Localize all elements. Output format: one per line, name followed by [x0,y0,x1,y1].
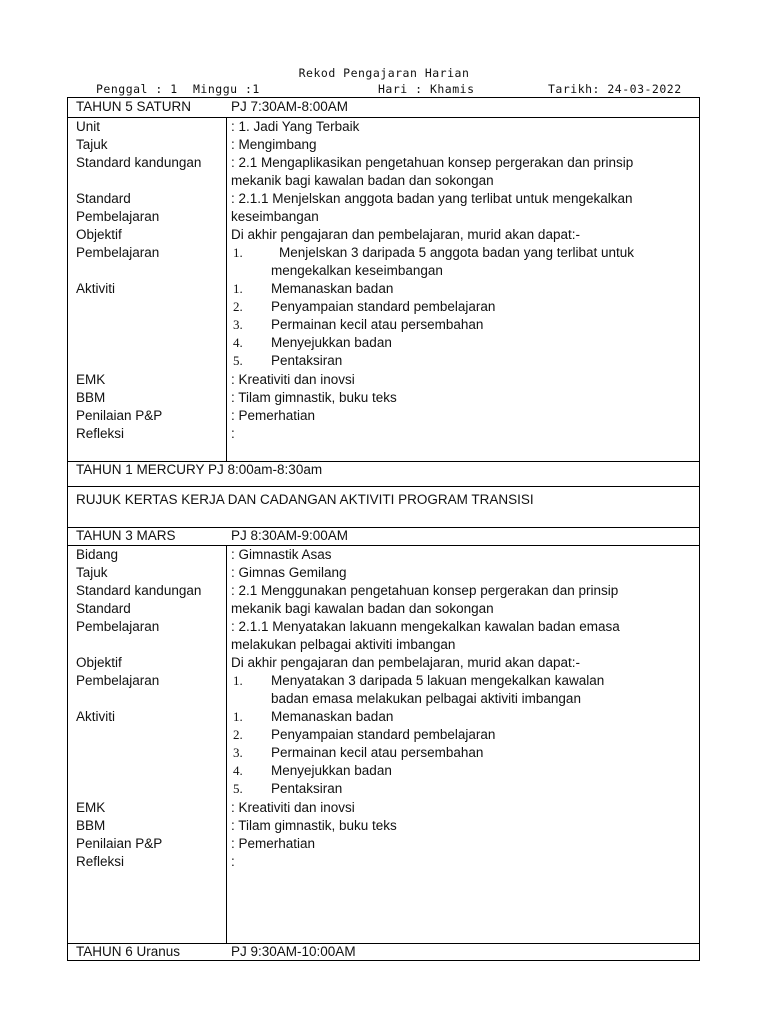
bbm-value: : Tilam gimnastik, buku teks [231,390,397,405]
objektif-line1: Menjelskan 3 daripada 5 anggota badan yang terlibat untuk [279,245,635,260]
activity-number: 5. [233,781,243,796]
bidang-value: : Gimnastik Asas [231,547,332,562]
class-time: PJ 7:30AM-8:00AM [231,99,349,114]
document-title: Rekod Pengajaran Harian [298,66,470,80]
column-divider [226,545,227,943]
transition-note: RUJUK KERTAS KERJA DAN CADANGAN AKTIVITI PROGRAM TRANSISI [76,492,534,507]
label-emk: EMK [76,800,106,815]
label-objektif: Objektif [76,227,122,242]
refleksi-value: : [231,854,235,869]
activity-item: Memanaskan badan [271,281,394,296]
standard-pembelajaran-line1: : 2.1.1 Menyatakan lakuann mengekalkan kawalan badan emasa [231,619,620,634]
label-penilaian: Penilaian P&P [76,836,163,851]
activity-number: 3. [233,317,243,332]
activity-item: Penyampaian standard pembelajaran [271,727,496,742]
label-unit: Unit [76,119,101,134]
label-bbm: BBM [76,390,106,405]
label-pembelajaran: Pembelajaran [76,245,160,260]
hari-label: Hari : Khamis [378,82,475,96]
standard-pembelajaran-line2: keseimbangan [231,209,319,224]
objektif-line1: Menyatakan 3 daripada 5 lakuan mengekalkan kawalan [271,673,605,688]
activity-number: 2. [233,727,243,742]
activity-item: Pentaksiran [271,353,343,368]
objektif-number: 1. [233,673,243,688]
label-pembelajaran: Pembelajaran [76,619,160,634]
objektif-intro: Di akhir pengajaran dan pembelajaran, murid akan dapat:- [231,227,580,242]
bbm-value: : Tilam gimnastik, buku teks [231,818,397,833]
standard-kandungan-line1: : 2.1 Menggunakan pengetahuan konsep pergerakan dan prinsip [231,583,619,598]
penilaian-value: : Pemerhatian [231,836,316,851]
class-name: TAHUN 5 SATURN [76,99,192,114]
label-standard-kandungan: Standard kandungan [76,583,202,598]
standard-kandungan-line2: mekanik bagi kawalan badan dan sokongan [231,173,494,188]
activity-item: Menyejukkan badan [271,335,392,350]
activity-item: Permainan kecil atau persembahan [271,317,484,332]
label-refleksi: Refleksi [76,854,125,869]
objektif-line2: badan emasa melakukan pelbagai aktiviti imbangan [271,691,581,706]
activity-item: Pentaksiran [271,781,343,796]
label-penilaian: Penilaian P&P [76,408,163,423]
lesson-record-table [67,97,700,961]
standard-kandungan-line2: mekanik bagi kawalan badan dan sokongan [231,601,494,616]
label-aktiviti: Aktiviti [76,281,116,296]
refleksi-value: : [231,426,235,441]
penggal-label: Penggal : 1 [96,82,178,96]
objektif-line2: mengekalkan keseimbangan [271,263,443,278]
activity-item: Penyampaian standard pembelajaran [271,299,496,314]
tajuk-value: : Mengimbang [231,137,317,152]
activity-number: 4. [233,763,243,778]
unit-value: : 1. Jadi Yang Terbaik [231,119,360,134]
emk-value: : Kreativiti dan inovsi [231,800,355,815]
label-pembelajaran: Pembelajaran [76,673,160,688]
activity-item: Menyejukkan badan [271,763,392,778]
standard-kandungan-line1: : 2.1 Mengaplikasikan pengetahuan konsep pergerakan dan prinsip [231,155,634,170]
activity-item: Memanaskan badan [271,709,394,724]
label-standard: Standard [76,191,131,206]
activity-number: 3. [233,745,243,760]
label-refleksi: Refleksi [76,426,125,441]
label-tajuk: Tajuk [76,137,108,152]
tajuk-value: : Gimnas Gemilang [231,565,347,580]
row-divider [68,545,699,546]
activity-number: 1. [233,709,243,724]
label-aktiviti: Aktiviti [76,709,116,724]
activity-item: Permainan kecil atau persembahan [271,745,484,760]
objektif-intro: Di akhir pengajaran dan pembelajaran, murid akan dapat:- [231,655,580,670]
standard-pembelajaran-line2: melakukan pelbagai aktiviti imbangan [231,637,456,652]
label-bbm: BBM [76,818,106,833]
label-standard-kandungan: Standard kandungan [76,155,202,170]
label-bidang: Bidang [76,547,119,562]
class-header: TAHUN 1 MERCURY PJ 8:00am-8:30am [76,462,323,477]
label-tajuk: Tajuk [76,565,108,580]
activity-number: 2. [233,299,243,314]
label-pembelajaran: Pembelajaran [76,209,160,224]
class-name: TAHUN 3 MARS [76,528,176,543]
emk-value: : Kreativiti dan inovsi [231,372,355,387]
activity-number: 1. [233,281,243,296]
activity-number: 4. [233,335,243,350]
minggu-label: Minggu :1 [193,82,260,96]
standard-pembelajaran-line1: : 2.1.1 Menjelskan anggota badan yang terlibat untuk mengekalkan [231,191,633,206]
class-time: PJ 8:30AM-9:00AM [231,528,349,543]
penilaian-value: : Pemerhatian [231,408,316,423]
tarikh-label: Tarikh: 24-03-2022 [548,82,682,96]
activity-number: 5. [233,353,243,368]
row-divider [68,486,699,487]
label-standard: Standard [76,601,131,616]
row-divider [68,117,699,118]
label-emk: EMK [76,372,106,387]
class-name: TAHUN 6 Uranus [76,944,181,959]
label-objektif: Objektif [76,655,122,670]
class-time: PJ 9:30AM-10:00AM [231,944,356,959]
objektif-number: 1. [233,245,243,260]
column-divider [226,117,227,461]
